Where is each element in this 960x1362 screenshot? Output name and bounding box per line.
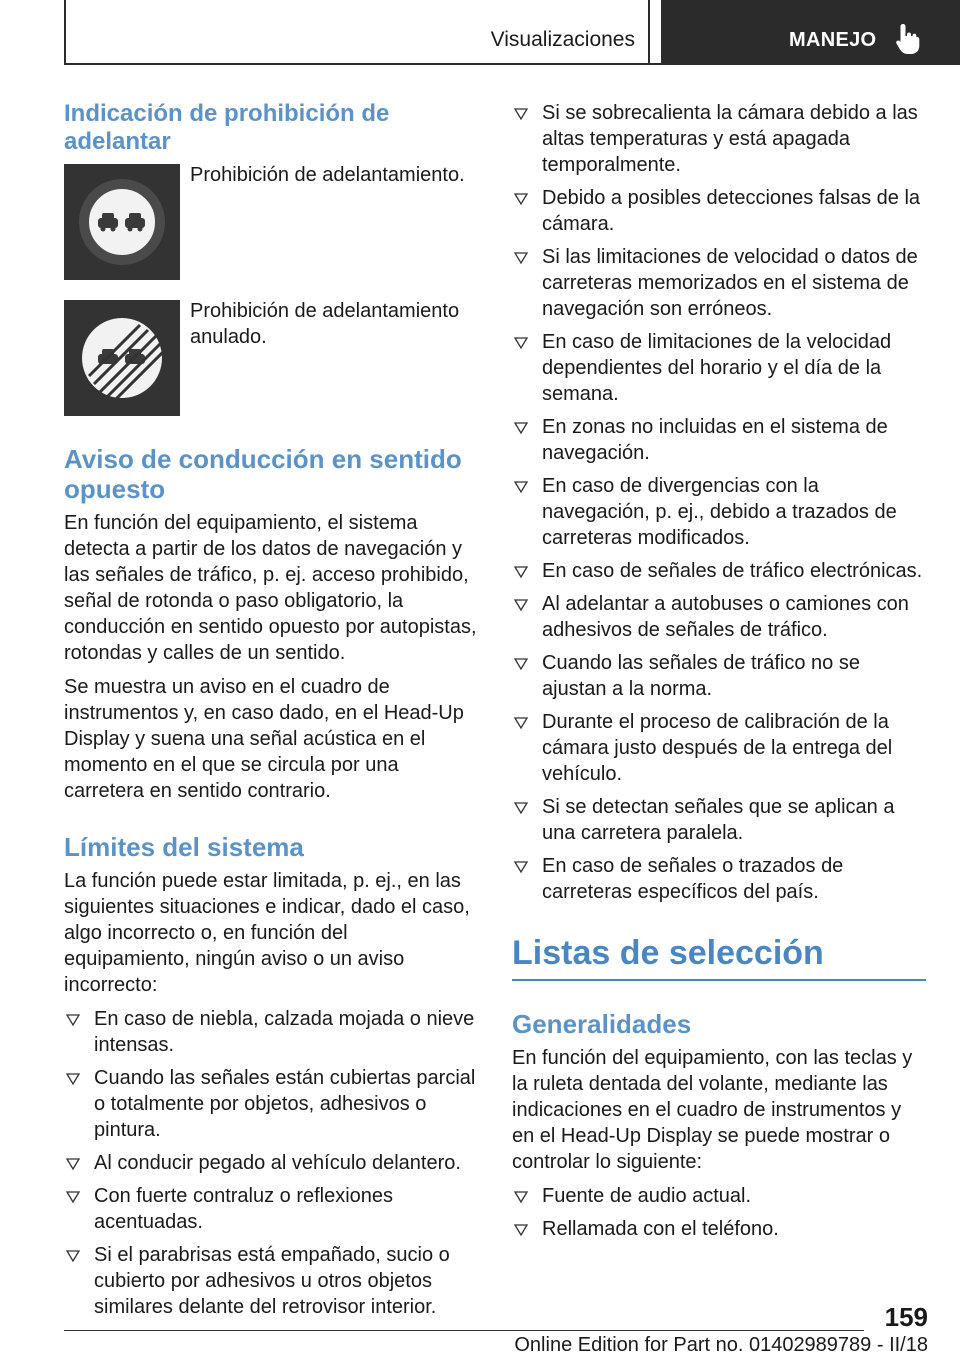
list-item: Durante el proceso de calibración de la cámara justo después de la entrega del vehículo. (512, 709, 926, 787)
triangle-bullet-icon (514, 252, 528, 264)
paragraph-system-limits: La función puede estar limitada, p. ej., en las siguientes situaciones e indicar, dado el caso, algo incorrecto o, en función del equipamiento, ningún aviso o un aviso incorrecto: (64, 870, 470, 996)
triangle-bullet-icon (514, 193, 528, 205)
triangle-bullet-icon (514, 481, 528, 493)
no-overtaking-sign-icon (64, 164, 180, 280)
list-item: Si las limitaciones de velocidad o datos de carreteras memorizados en el sistema de navegación son erróneos. (512, 244, 926, 322)
list-item: Con fuerte contraluz o reflexiones acentuadas. (64, 1183, 478, 1235)
sign-caption-no-overtaking: Prohibición de adelantamiento. (190, 164, 465, 186)
list-item: Al conducir pegado al vehículo delantero. (64, 1150, 478, 1176)
list-item: Al adelantar a autobuses o camiones con adhesivos de señales de tráfico. (512, 591, 926, 643)
triangle-bullet-icon (514, 717, 528, 729)
heading-overtaking: Indicación de prohibición de adelantar (64, 100, 390, 155)
triangle-bullet-icon (66, 1014, 80, 1026)
list-item: En caso de señales de tráfico electrónicas. (512, 558, 926, 584)
list-item: En caso de señales o trazados de carreteras específicos del país. (512, 853, 926, 905)
list-item: Debido a posibles detecciones falsas de la cámara. (512, 185, 926, 237)
list-item: Fuente de audio actual. (512, 1183, 926, 1209)
footer-rule (64, 1330, 864, 1331)
right-column (512, 100, 926, 1249)
heading-general: Generalidades (512, 1009, 692, 1039)
list-item: Rellamada con el teléfono. (512, 1216, 926, 1242)
page-number: 159 (884, 1302, 928, 1332)
triangle-bullet-icon (66, 1250, 80, 1262)
list-item: Si se detectan señales que se aplican a una carretera paralela. (512, 794, 926, 846)
heading-selection-lists: Listas de selección (512, 933, 926, 981)
list-item: En caso de limitaciones de la velocidad dependientes del horario y el día de la semana. (512, 329, 926, 407)
sign-row-end-no-overtaking (64, 300, 478, 416)
chapter-label: MANEJO (789, 29, 877, 51)
list-item: En caso de divergencias con la navegación, p. ej., debido a trazados de carreteras modificados. (512, 473, 926, 551)
list-item: En caso de niebla, calzada mojada o nieve intensas. (64, 1006, 478, 1058)
list-item: Cuando las señales de tráfico no se ajustan a la norma. (512, 650, 926, 702)
triangle-bullet-icon (514, 1191, 528, 1203)
paragraph-wrong-way-2: Se muestra un aviso en el cuadro de instrumentos y, en caso dado, en el Head-Up Display y suena una señal acústica en el momento en el que se circula por una carretera en sentido contrario. (64, 676, 464, 802)
triangle-bullet-icon (514, 108, 528, 120)
limits-list-right (512, 100, 926, 905)
paragraph-wrong-way-1: En función del equipamiento, el sistema detecta a partir de los datos de navegación y las señales de tráfico, p. ej. acceso prohibido, señal de rotonda o paso obligatorio, la conducción en sentido opuesto por autopistas, rotondas y calles de un sentido. (64, 512, 477, 664)
header-section-divider (648, 0, 650, 65)
triangle-bullet-icon (514, 599, 528, 611)
header-left-border (64, 0, 66, 65)
limits-list-left (64, 1006, 478, 1320)
general-list (512, 1183, 926, 1242)
triangle-bullet-icon (66, 1191, 80, 1203)
triangle-bullet-icon (66, 1073, 80, 1085)
sign-row-no-overtaking (64, 164, 478, 280)
triangle-bullet-icon (514, 802, 528, 814)
footer-edition: Online Edition for Part no. 01402989789 - II/18 (514, 1334, 928, 1356)
heading-wrong-way: Aviso de conducción en sentido opuesto (64, 444, 462, 504)
triangle-bullet-icon (514, 422, 528, 434)
sign-caption-end-no-overtaking: Prohibición de adelantamiento anulado. (190, 300, 460, 348)
hand-pointer-icon (893, 22, 923, 56)
triangle-bullet-icon (66, 1158, 80, 1170)
list-item: En zonas no incluidas en el sistema de navegación. (512, 414, 926, 466)
list-item: Si se sobrecalienta la cámara debido a las altas temperaturas y está apagada temporalmente. (512, 100, 926, 178)
triangle-bullet-icon (514, 658, 528, 670)
end-no-overtaking-sign-icon (64, 300, 180, 416)
triangle-bullet-icon (514, 1224, 528, 1236)
triangle-bullet-icon (514, 566, 528, 578)
chapter-tab (661, 0, 960, 65)
paragraph-general: En función del equipamiento, con las teclas y la ruleta dentada del volante, mediante las indicaciones en el cuadro de instrumentos y en el Head-Up Display se puede mostrar o controlar lo siguiente: (512, 1047, 913, 1173)
list-item: Cuando las señales están cubiertas parcial o totalmente por objetos, adhesivos o pintura. (64, 1065, 478, 1143)
section-title: Visualizaciones (490, 28, 635, 51)
left-column (64, 100, 478, 1327)
triangle-bullet-icon (514, 861, 528, 873)
heading-system-limits: Límites del sistema (64, 832, 304, 862)
triangle-bullet-icon (514, 337, 528, 349)
list-item: Si el parabrisas está empañado, sucio o cubierto por adhesivos u otros objetos similares delante del retrovisor interior. (64, 1242, 478, 1320)
